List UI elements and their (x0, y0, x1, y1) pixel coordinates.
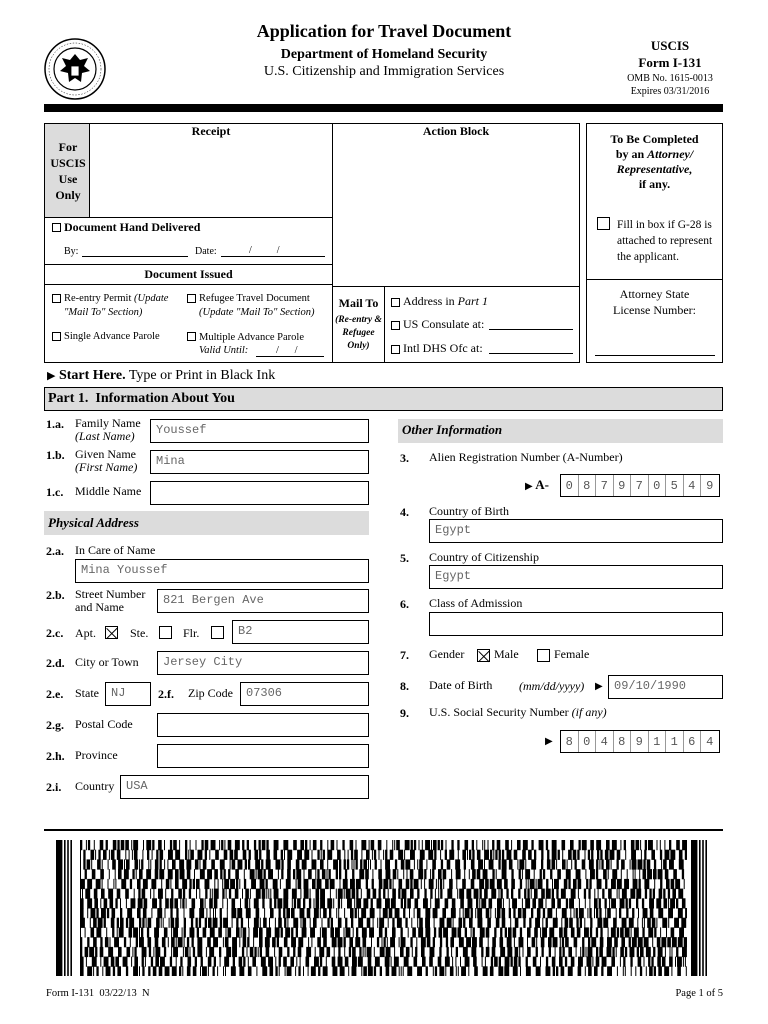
part1-ref: Part 1 (457, 294, 489, 308)
postal-code-label: Postal Code (75, 717, 133, 731)
anumber-prefix (525, 478, 549, 493)
us-consulate-line[interactable] (489, 329, 573, 330)
zip-number: 2.f. (158, 687, 174, 701)
reentry-update-note: (Update (133, 293, 169, 304)
given-name-number: 1.b. (46, 448, 65, 462)
given-name-sublabel: (First Name) (75, 460, 138, 474)
province-label: Province (75, 748, 118, 762)
anumber-digit: 7 (596, 475, 614, 496)
ssn-digit: 4 (596, 731, 614, 752)
city-label: City or Town (75, 655, 139, 669)
uscis-office-block (44, 123, 580, 363)
city-input[interactable]: Jersey City (157, 651, 369, 675)
ssn-label (429, 706, 607, 719)
form-number: Form I-131 (638, 55, 702, 70)
triangle-right-icon: ▶ (47, 370, 56, 382)
country-label: Country (75, 779, 115, 793)
agency-name: U.S. Citizenship and Immigration Services (263, 64, 505, 79)
gender-label: Gender (429, 647, 465, 661)
unit-number: 2.c. (46, 626, 64, 640)
province-input[interactable] (157, 744, 369, 768)
reentry-permit-note: "Mail To" Section) (64, 307, 143, 318)
province-number: 2.h. (46, 749, 65, 763)
family-name-label: Family Name (75, 416, 141, 430)
anumber-digit: 9 (614, 475, 632, 496)
attorney-license-label-1: Attorney State (619, 287, 690, 301)
physical-address-title: Physical Address (48, 515, 139, 530)
anumber-input[interactable] (560, 474, 720, 497)
anumber-number: 3. (400, 451, 409, 465)
street-number: 2.b. (46, 588, 65, 602)
for-uscis-use-only: For USCIS Use Only (50, 140, 86, 202)
form-title: Application for Travel Document (256, 21, 512, 41)
ssn-digit: 8 (561, 731, 579, 752)
dob-label: Date of Birth (429, 678, 493, 692)
class-of-admission-label: Class of Admission (429, 596, 523, 610)
ssn-digit: 0 (579, 731, 597, 752)
country-of-citizenship-label: Country of Citizenship (429, 550, 539, 564)
gender-female-label: Female (554, 647, 590, 661)
address-in-part1-checkbox[interactable] (391, 298, 400, 307)
anumber-prefix-text: A- (535, 477, 549, 492)
anumber-label: Alien Registration Number (A-Number) (429, 450, 623, 464)
bottom-rule (44, 829, 723, 831)
apt-checkbox[interactable] (105, 626, 118, 639)
other-information-title: Other Information (402, 422, 503, 437)
middle-name-label: Middle Name (75, 484, 142, 498)
class-of-admission-number: 6. (400, 597, 409, 611)
care-of-label: In Care of Name (75, 543, 156, 557)
refugee-travel-note: (Update "Mail To" Section) (199, 307, 315, 318)
by-line (82, 256, 188, 257)
gender-male-checkbox[interactable] (477, 649, 490, 662)
by-label: By: (64, 246, 79, 257)
given-name-label: Given Name (75, 447, 136, 461)
given-name-input[interactable]: Mina (150, 450, 369, 474)
attorney-by-an: by an (615, 147, 645, 161)
ssn-digit: 9 (631, 731, 649, 752)
ssn-if-any: (if any) (571, 705, 607, 719)
family-name-input[interactable]: Youssef (150, 419, 369, 443)
address-in-text: Address in (403, 294, 455, 308)
ssn-input[interactable] (560, 730, 720, 753)
city-number: 2.d. (46, 656, 65, 670)
triangle-right-icon: ▶ (545, 736, 553, 747)
class-of-admission-input[interactable] (429, 612, 723, 636)
anumber-digit: 8 (579, 475, 597, 496)
ssn-digit: 8 (614, 731, 632, 752)
dob-number: 8. (400, 679, 409, 693)
single-advance-parole-label: Single Advance Parole (64, 331, 160, 342)
action-block-label: Action Block (422, 124, 490, 138)
single-advance-parole-checkbox[interactable] (52, 332, 61, 341)
ste-checkbox[interactable] (159, 626, 172, 639)
ssn-digit: 4 (706, 734, 714, 749)
reentry-permit-label (64, 292, 168, 305)
postal-code-input[interactable] (157, 713, 369, 737)
gender-female-checkbox[interactable] (537, 649, 550, 662)
block-divider-v1 (332, 124, 333, 362)
intl-dhs-line[interactable] (489, 353, 573, 354)
flr-checkbox[interactable] (211, 626, 224, 639)
triangle-right-icon: ▶ (525, 481, 533, 492)
g28-label: Fill in box if G-28 is attached to represent the applicant. (617, 219, 713, 263)
refugee-travel-checkbox[interactable] (187, 294, 196, 303)
start-here-bold: Start Here. (58, 368, 126, 383)
anumber-digit: 0 (649, 475, 667, 496)
start-here-instruction: Type or Print in Black Ink (128, 368, 276, 383)
intl-dhs-label: Intl DHS Ofc at: (403, 341, 483, 355)
action-block-divider (333, 286, 579, 287)
street-label-1: Street Number (75, 587, 146, 601)
intl-dhs-checkbox[interactable] (391, 345, 400, 354)
ssn-digit: 1 (666, 731, 684, 752)
refugee-travel-label: Refugee Travel Document (199, 293, 310, 304)
street-input[interactable]: 821 Bergen Ave (157, 589, 369, 613)
zip-input[interactable]: 07306 (240, 682, 369, 706)
street-label-2: and Name (75, 600, 124, 614)
gender-male-label: Male (494, 647, 519, 661)
middle-name-input[interactable] (150, 481, 369, 505)
attorney-title-1: To Be Completed (610, 132, 699, 146)
multiple-advance-parole-checkbox[interactable] (187, 332, 196, 341)
block-divider-h3 (45, 284, 332, 285)
care-of-number: 2.a. (46, 544, 64, 558)
valid-until-label: Valid Until: (199, 345, 249, 356)
date-separators: / / (249, 245, 280, 256)
receipt-label: Receipt (191, 124, 231, 138)
triangle-right-icon: ▶ (595, 681, 603, 692)
anumber-digit: 7 (631, 475, 649, 496)
expiration-date: Expires 03/31/2016 (630, 86, 710, 97)
attorney-license-line[interactable] (595, 355, 715, 356)
address-in-part1-label (403, 295, 488, 308)
middle-name-number: 1.c. (46, 485, 64, 499)
country-of-citizenship-input[interactable]: Egypt (429, 565, 723, 589)
reentry-permit-text: Re-entry Permit (64, 293, 132, 304)
ssn-label-text: U.S. Social Security Number (429, 705, 569, 719)
attorney-title-3: Representative, (616, 162, 693, 176)
country-of-birth-input[interactable]: Egypt (429, 519, 723, 543)
state-label: State (75, 686, 99, 700)
country-number: 2.i. (46, 780, 62, 794)
attorney-license-label-2: License Number: (613, 303, 696, 317)
multiple-advance-parole-label: Multiple Advance Parole (199, 332, 304, 343)
family-name-sublabel: (Last Name) (75, 429, 135, 443)
ste-label: Ste. (130, 626, 149, 640)
dob-format: (mm/dd/yyyy) (519, 679, 585, 693)
country-input[interactable]: USA (120, 775, 369, 799)
header-rule (44, 104, 723, 112)
doc-hand-delivered-label: Document Hand Delivered (64, 220, 201, 234)
reentry-permit-checkbox[interactable] (52, 294, 61, 303)
us-consulate-label: US Consulate at: (403, 317, 485, 331)
care-of-input[interactable]: Mina Youssef (75, 559, 369, 583)
state-input[interactable]: NJ (105, 682, 151, 706)
mail-to-note: (Re-entry & Refugee Only) (335, 315, 382, 351)
us-consulate-checkbox[interactable] (391, 321, 400, 330)
footer-page-number: Page 1 of 5 (675, 988, 723, 999)
state-number: 2.e. (46, 687, 64, 701)
gender-number: 7. (400, 648, 409, 662)
attorney-divider (587, 279, 722, 280)
footer-form-id: Form I-131 03/22/13 N (46, 988, 150, 999)
part1-title: Part 1. Information About You (48, 391, 235, 406)
family-name-number: 1.a. (46, 417, 64, 431)
date-label: Date: (195, 246, 217, 257)
ssn-digit: 6 (684, 731, 702, 752)
block-divider-h1 (45, 217, 332, 218)
omb-number: OMB No. 1615-0013 (627, 73, 713, 84)
barcode-icon (56, 840, 713, 976)
zip-label: Zip Code (188, 686, 233, 700)
anumber-digit: 5 (666, 475, 684, 496)
country-of-birth-number: 4. (400, 505, 409, 519)
document-issued-label: Document Issued (144, 267, 233, 281)
anumber-digit: 4 (684, 475, 702, 496)
flr-label: Flr. (183, 626, 200, 640)
uscis-label: USCIS (650, 38, 690, 53)
doc-hand-delivered-checkbox[interactable] (52, 223, 61, 232)
attorney-title-2 (587, 148, 722, 161)
attorney-title-4: if any. (638, 177, 671, 191)
department-name: Department of Homeland Security (280, 47, 488, 62)
unit-input[interactable]: B2 (232, 620, 369, 644)
dob-input[interactable]: 09/10/1990 (608, 675, 723, 699)
anumber-digit: 9 (706, 478, 714, 493)
anumber-digit: 0 (561, 475, 579, 496)
apt-label: Apt. (75, 626, 96, 640)
ssn-number: 9. (400, 706, 409, 720)
mail-to-divider (384, 287, 385, 362)
attorney-word: Attorney/ (647, 147, 694, 161)
country-of-birth-label: Country of Birth (429, 504, 509, 518)
country-of-citizenship-number: 5. (400, 551, 409, 565)
g28-checkbox[interactable] (597, 217, 610, 230)
postal-code-number: 2.g. (46, 718, 64, 732)
block-divider-h2 (45, 264, 332, 265)
valid-until-separators: / / (276, 345, 298, 356)
ssn-digit: 1 (649, 731, 667, 752)
start-here-line (47, 368, 275, 384)
mail-to-label: Mail To (338, 296, 379, 310)
